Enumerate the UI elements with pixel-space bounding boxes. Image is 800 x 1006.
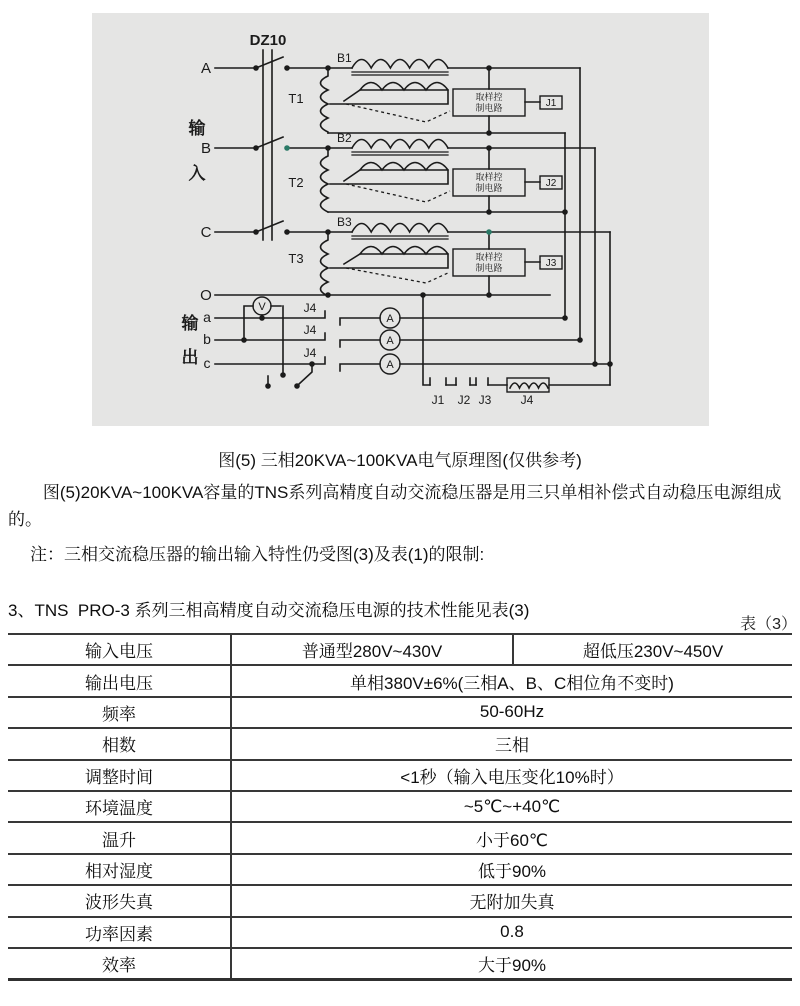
sampling-box-2-line1: 取样控	[475, 172, 503, 182]
transformer-t3-label: T3	[288, 251, 304, 266]
output-label-char1: 输	[181, 314, 199, 333]
chain-j1-label: J1	[431, 393, 445, 407]
row-value: 小于60℃	[231, 822, 792, 853]
winding-b1-label: B1	[337, 51, 352, 65]
j4-switch-b-label: J4	[303, 323, 317, 337]
note-paragraph: 注：三相交流稳压器的输出输入特性仍受图(3)及表(1)的限制:	[30, 545, 485, 564]
row-value: <1秒（输入电压变化10%时）	[231, 760, 792, 791]
table-tag: 表（3）	[740, 616, 797, 633]
spec-table	[8, 633, 792, 981]
relay-j3-label: J3	[545, 258, 557, 269]
row-label: 相数	[8, 728, 231, 759]
output-label-char2: 出	[181, 348, 199, 367]
chain-j2-label: J2	[457, 393, 471, 407]
relay-j2-label: J2	[545, 178, 557, 189]
ammeter-a-label: A	[386, 313, 394, 325]
table-row	[8, 948, 792, 979]
table-row	[8, 634, 792, 665]
row-value: 0.8	[231, 917, 792, 948]
chain-j4-label: J4	[520, 393, 534, 407]
output-a-label: a	[203, 309, 211, 325]
row-label: 调整时间	[8, 760, 231, 791]
row-value: 三相	[231, 728, 792, 759]
row-label: 输入电压	[8, 634, 231, 665]
output-c-label: c	[203, 355, 211, 371]
row-label: 温升	[8, 822, 231, 853]
j4-switch-c-label: J4	[303, 346, 317, 360]
relay-j1-label: J1	[545, 98, 557, 109]
transformer-t2-label: T2	[288, 175, 304, 190]
table-row	[8, 917, 792, 948]
section-heading: 3、TNS PRO-3 系列三相高精度自动交流稳压电源的技术性能见表(3)	[8, 601, 530, 620]
sampling-box-3-line2: 制电路	[475, 263, 503, 273]
breaker-label: DZ10	[249, 32, 287, 49]
winding-b3-label: B3	[337, 215, 352, 229]
sampling-box-2-line2: 制电路	[475, 183, 503, 193]
table-row	[8, 854, 792, 885]
input-label-char1: 输	[188, 119, 206, 138]
row-label: 功率因素	[8, 917, 231, 948]
row-label: 输出电压	[8, 665, 231, 696]
figure-caption: 图(5) 三相20KVA~100KVA电气原理图(仅供参考)	[218, 451, 582, 470]
phase-a-label: A	[200, 60, 212, 77]
row-value: 无附加失真	[231, 885, 792, 916]
row-label: 相对湿度	[8, 854, 231, 885]
table-row	[8, 728, 792, 759]
ammeter-c-label: A	[386, 359, 394, 371]
table-row	[8, 822, 792, 853]
row-label: 环境温度	[8, 791, 231, 822]
j4-switch-a-label: J4	[303, 301, 317, 315]
neutral-label: O	[200, 287, 212, 304]
table-row	[8, 885, 792, 916]
row-value: 低于90%	[231, 854, 792, 885]
sampling-box-3-line1: 取样控	[475, 252, 503, 262]
transformer-t1-label: T1	[288, 91, 304, 106]
row-value: 大于90%	[231, 948, 792, 979]
row-value: 50-60Hz	[231, 697, 792, 728]
row-label: 频率	[8, 697, 231, 728]
voltmeter-label: V	[258, 301, 266, 313]
phase-c-label: C	[200, 224, 212, 241]
sampling-box-1-line2: 制电路	[475, 103, 503, 113]
chain-j3-label: J3	[478, 393, 492, 407]
circuit-diagram	[0, 0, 800, 445]
circuit-diagram-svg	[0, 0, 800, 445]
row-value2: 超低压230V~450V	[513, 634, 792, 665]
row-value: 普通型280V~430V	[231, 634, 513, 665]
row-label: 效率	[8, 948, 231, 979]
row-label: 波形失真	[8, 885, 231, 916]
ammeter-b-label: A	[386, 335, 394, 347]
body-paragraph: 图(5)20KVA~100KVA容量的TNS系列高精度自动交流稳压器是用三只单相补偿式自动稳压电源组成的。	[8, 483, 782, 529]
row-value: 单相380V±6%(三相A、B、C相位角不变时)	[231, 665, 792, 696]
winding-b2-label: B2	[337, 131, 352, 145]
row-value: ~5℃~+40℃	[231, 791, 792, 822]
table-row	[8, 665, 792, 696]
table-row	[8, 791, 792, 822]
table-row	[8, 760, 792, 791]
table-row	[8, 697, 792, 728]
input-label-char2: 入	[188, 164, 206, 183]
sampling-box-1-line1: 取样控	[475, 92, 503, 102]
output-b-label: b	[203, 331, 211, 347]
phase-b-label: B	[200, 140, 212, 157]
